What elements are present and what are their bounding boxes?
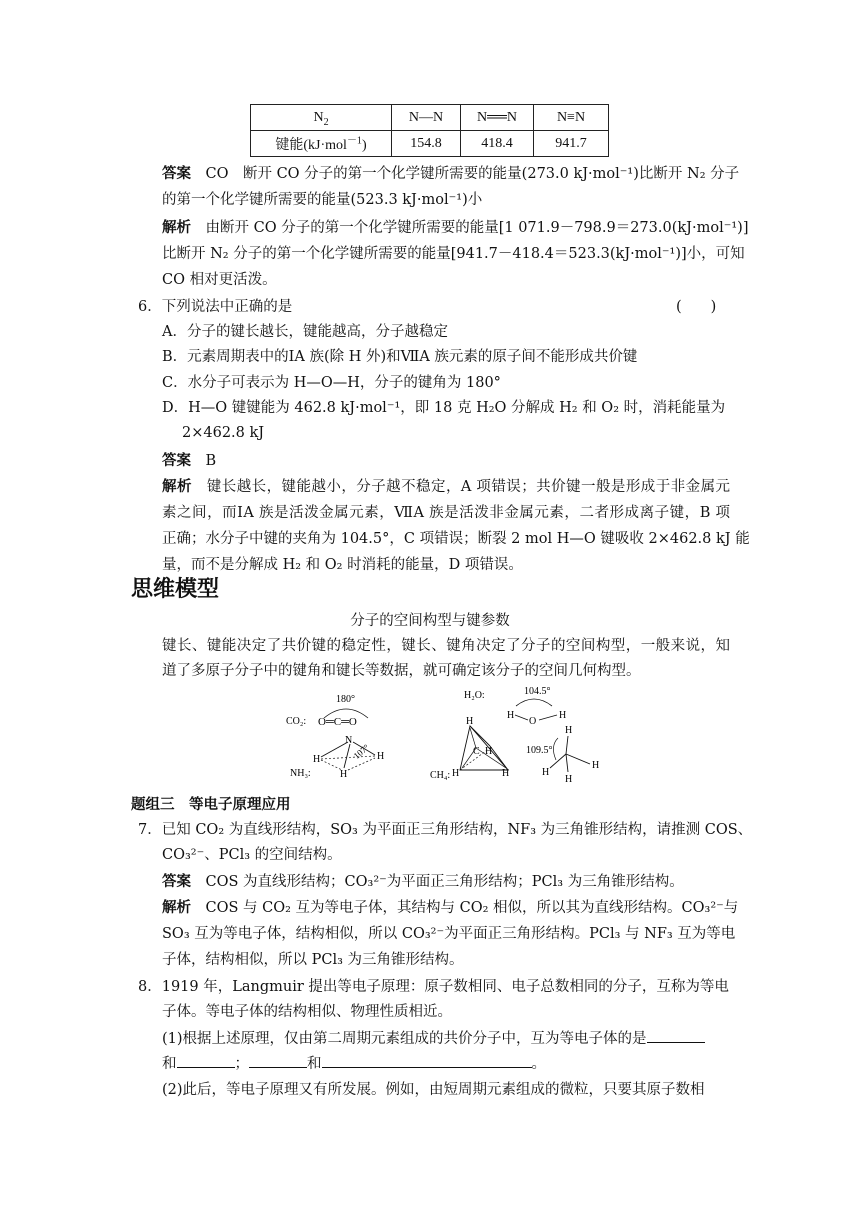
ch4-atom-c: C bbox=[473, 746, 480, 757]
angle-atom-h-right: H bbox=[592, 760, 600, 771]
q8-stem-line1: 8．1919 年，Langmuir 提出等电子原理：原子数相同、电子总数相同的分子，互称为等电 bbox=[138, 979, 729, 995]
nh3-atom-h-right: H bbox=[377, 751, 385, 762]
table-header-cell: N══N bbox=[461, 105, 534, 131]
q7-explanation-line2: SO₃ 互为等电子体，结构相似，所以 CO₃²⁻为平面正三角形结构。PCl₃ 与 NF₃ 互为等电 bbox=[162, 926, 736, 942]
nh3-diagram bbox=[290, 735, 384, 780]
nh3-angle-label: 107° bbox=[351, 742, 372, 761]
ch4-atom-h-top: H bbox=[466, 716, 474, 727]
h2o-atom-o: O bbox=[529, 716, 537, 727]
h2o-atom-h-left: H bbox=[507, 710, 515, 721]
h2o-label: H₂O: bbox=[464, 690, 485, 701]
ch4-atom-h-back: H bbox=[485, 746, 493, 757]
h2o-angle-label: 104.5° bbox=[524, 686, 551, 697]
table-header-cell: N—N bbox=[392, 105, 461, 131]
nh3-label: NH₃: bbox=[290, 768, 311, 779]
ch4-angle-diagram bbox=[526, 725, 599, 784]
table-cell: 154.8 bbox=[392, 131, 461, 157]
q5-explanation-line1: 解析 由断开 CO 分子的第一个化学键所需要的能量[1 071.9－798.9＝273.0(kJ·mol⁻¹)] bbox=[162, 219, 749, 236]
ch4-atom-h-left: H bbox=[452, 768, 460, 779]
q5-answer-line1: 答案 CO 断开 CO 分子的第一个化学键所需要的能量(273.0 kJ·mol⁻¹)比断开 N₂ 分子 bbox=[162, 165, 740, 182]
model-subtitle: 分子的空间构型与键参数 bbox=[350, 613, 510, 629]
q6-stem: 6．下列说法中正确的是 bbox=[138, 299, 293, 315]
q8-part2-line1: (2)此后，等电子原理又有所发展。例如，由短周期元素组成的微粒，只要其原子数相 bbox=[162, 1082, 705, 1098]
q6-option-d-line2: 2×462.8 kJ bbox=[182, 425, 265, 441]
nh3-atom-h-left: H bbox=[313, 754, 321, 765]
model-paragraph-line2: 道了多原子分子中的键角和键长等数据，就可确定该分子的空间几何构型。 bbox=[162, 663, 641, 679]
co2-diagram bbox=[286, 694, 368, 728]
nh3-atom-n: N bbox=[345, 735, 353, 746]
table-cell: 941.7 bbox=[534, 131, 609, 157]
q6-explanation-line4: 量，而不是分解成 H₂ 和 O₂ 时消耗的能量，D 项错误。 bbox=[162, 557, 523, 573]
q7-stem-line2: CO₃²⁻、PCl₃ 的空间结构。 bbox=[162, 847, 342, 863]
q5-answer-line2: 的第一个化学键所需要的能量(523.3 kJ·mol⁻¹)小 bbox=[162, 192, 483, 208]
model-paragraph-line1: 键长、键能决定了共价键的稳定性，键长、键角决定了分子的空间构型，一般来说，知 bbox=[162, 638, 730, 654]
ch4-angle-label: 109.5° bbox=[526, 745, 553, 756]
q8-part1-line2: 和 ； 和 。 bbox=[162, 1053, 546, 1074]
group3-heading: 题组三 等电子原理应用 bbox=[131, 797, 291, 813]
answer-blank[interactable] bbox=[322, 1053, 532, 1068]
co2-formula: O═C═O bbox=[318, 716, 357, 728]
q6-option-c: C．水分子可表示为 H—O—H，分子的键角为 180° bbox=[162, 375, 501, 391]
q6-explanation-line2: 素之间，而ⅠA 族是活泼金属元素，ⅦA 族是活泼非金属元素，二者形成离子键，B 项 bbox=[162, 505, 730, 521]
q6-answer-paren: ( ) bbox=[676, 299, 717, 315]
ch4-atom-h-right: H bbox=[502, 768, 510, 779]
co2-angle-label: 180° bbox=[336, 694, 355, 705]
q6-explanation-line3: 正确；水分子中键的夹角为 104.5°，C 项错误；断裂 2 mol H—O 键吸收 2×462.8 kJ 能 bbox=[162, 531, 750, 547]
q7-explanation-line1: 解析 COS 与 CO₂ 互为等电子体，其结构与 CO₂ 相似，所以其为直线形结构。CO₃²⁻与 bbox=[162, 899, 739, 916]
angle-atom-h-bottom: H bbox=[565, 774, 573, 784]
section-heading-thinking-model: 思维模型 bbox=[131, 577, 220, 602]
table-header-cell: $N_2$ bbox=[251, 105, 392, 131]
q6-answer: 答案 B bbox=[162, 452, 217, 469]
answer-blank[interactable] bbox=[249, 1053, 307, 1068]
table-header-cell: N≡N bbox=[534, 105, 609, 131]
q7-stem-line1: 7．已知 CO₂ 为直线形结构，SO₃ 为平面正三角形结构，NF₃ 为三角锥形结构，请推测 COS、 bbox=[138, 822, 753, 838]
h2o-diagram bbox=[464, 686, 566, 727]
answer-blank[interactable] bbox=[177, 1053, 235, 1068]
answer-blank[interactable] bbox=[647, 1028, 705, 1043]
table-row bbox=[251, 131, 609, 157]
q5-explanation-line2: 比断开 N₂ 分子的第一个化学键所需要的能量[941.7－418.4＝523.3(kJ·mol⁻¹)]小，可知 bbox=[162, 246, 745, 262]
h2o-angle-arc bbox=[516, 699, 552, 706]
q7-explanation-line3: 子体，结构相似，所以 PCl₃ 为三角锥形结构。 bbox=[162, 952, 464, 968]
bond-energy-table bbox=[250, 104, 609, 157]
table-header-row bbox=[251, 105, 609, 131]
table-cell: 418.4 bbox=[461, 131, 534, 157]
q6-option-d-line1: D．H—O 键键能为 462.8 kJ·mol⁻¹，即 18 克 H₂O 分解成 H₂ 和 O₂ 时，消耗能量为 bbox=[162, 400, 726, 416]
h2o-atom-h-right: H bbox=[559, 710, 567, 721]
q8-stem-line2: 子体。等电子体的结构相似、物理性质相近。 bbox=[162, 1004, 452, 1020]
molecular-geometry-figure bbox=[280, 684, 620, 784]
q6-explanation-line1: 解析 键长越长，键能越小，分子越不稳定，A 项错误；共价键一般是形成于非金属元 bbox=[162, 478, 731, 495]
co2-label: CO₂: bbox=[286, 716, 307, 727]
angle-atom-h-left: H bbox=[542, 767, 550, 778]
q6-option-a: A．分子的键长越长，键能越高，分子越稳定 bbox=[162, 324, 448, 340]
table-row-label: 键能(kJ·mol$^{-1}$) bbox=[251, 131, 392, 157]
nh3-atom-h-bottom: H bbox=[340, 769, 348, 780]
q7-answer: 答案 COS 为直线形结构；CO₃²⁻为平面正三角形结构；PCl₃ 为三角锥形结构。 bbox=[162, 873, 684, 890]
angle-atom-h-top: H bbox=[565, 725, 573, 736]
q5-explanation-line3: CO 相对更活泼。 bbox=[162, 272, 277, 288]
ch4-label: CH₄: bbox=[430, 770, 451, 781]
ch4-diagram bbox=[430, 716, 509, 781]
q6-option-b: B．元素周期表中的ⅠA 族(除 H 外)和ⅦA 族元素的原子间不能形成共价键 bbox=[162, 349, 638, 365]
q8-part1-line1: (1)根据上述原理，仅由第二周期元素组成的共价分子中，互为等电子体的是 bbox=[162, 1028, 705, 1049]
